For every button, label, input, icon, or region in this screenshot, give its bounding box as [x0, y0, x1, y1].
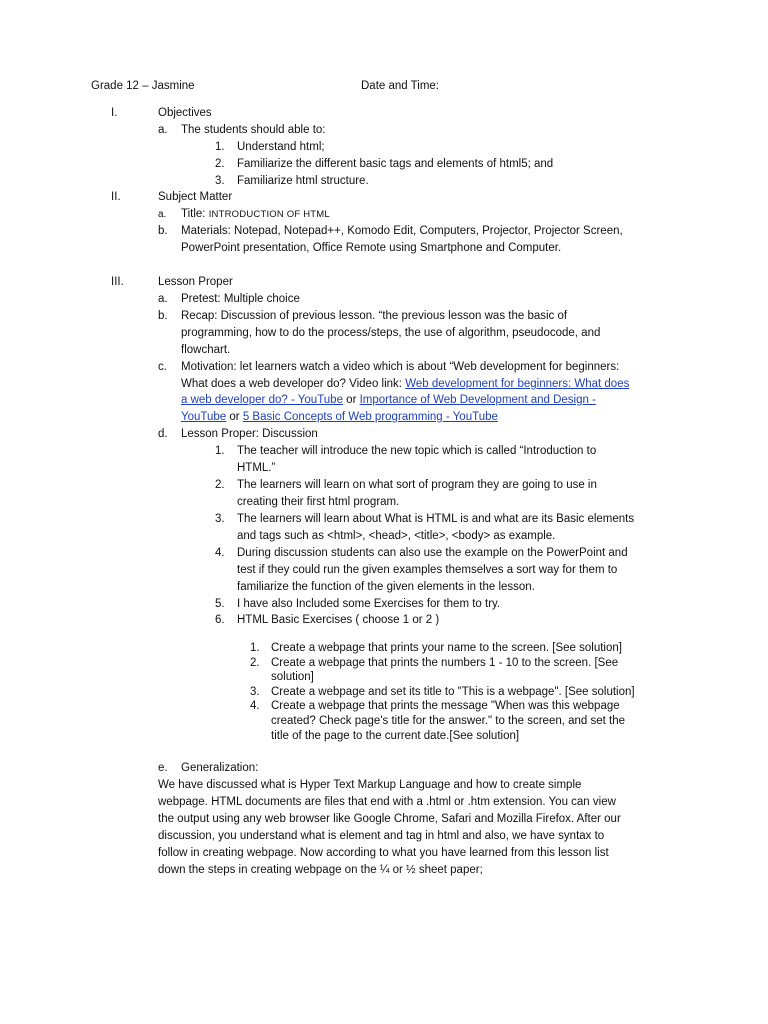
list-number: 2.	[215, 479, 225, 491]
list-number: 4.	[250, 700, 260, 712]
materials-line-2: PowerPoint presentation, Office Remote using Smartphone and Computer.	[181, 242, 562, 254]
list-number: 2.	[215, 158, 225, 170]
generalization-line: discussion, you understand what is element and tag in html and also, we have syntax to	[158, 830, 605, 842]
exercise-text: solution]	[271, 671, 314, 683]
materials-line-1: Materials: Notepad, Notepad++, Komodo Edit, Computers, Projector, Projector Screen,	[181, 225, 623, 237]
motivation-line-4	[181, 409, 498, 426]
list-letter: b.	[158, 310, 168, 322]
discussion-item-text: The teacher will introduce the new topic which is called “Introduction to	[237, 445, 597, 457]
video-link-3[interactable]: 5 Basic Concepts of Web programming - YouTube	[242, 411, 498, 423]
recap-line-2: programming, how to do the process/steps, the use of algorithm, pseudocode, and	[181, 327, 601, 339]
discussion-item-text: HTML.”	[237, 462, 276, 474]
discussion-item-text: and tags such as <html>, <head>, <title>, <body> as example.	[237, 530, 556, 542]
objective-item: Understand html;	[237, 141, 325, 153]
discussion-item-text: HTML Basic Exercises ( choose 1 or 2 )	[237, 614, 440, 626]
list-number: 6.	[215, 614, 225, 626]
motivation-line-1: Motivation: let learners watch a video which is about “Web development for beginners:	[181, 361, 620, 373]
pretest-text: Pretest: Multiple choice	[181, 293, 300, 305]
list-letter: a.	[158, 124, 168, 136]
objectives-intro: The students should able to:	[181, 124, 326, 136]
list-letter: a.	[158, 209, 167, 220]
subject-title-line	[181, 206, 330, 223]
generalization-line: webpage. HTML documents are files that end with a .html or .htm extension. You can view	[158, 796, 616, 808]
discussion-item-text: The learners will learn on what sort of program they are going to use in	[237, 479, 597, 491]
generalization-line: We have discussed what is Hyper Text Markup Language and how to create simple	[158, 779, 582, 791]
list-number: 1.	[250, 642, 260, 654]
discussion-item-text: creating their first html program.	[237, 496, 400, 508]
list-letter: a.	[158, 293, 168, 305]
section-numeral-3: III.	[111, 276, 124, 288]
recap-line-1: Recap: Discussion of previous lesson. “the previous lesson was the basic of	[181, 310, 568, 322]
section-heading-objectives: Objectives	[158, 107, 212, 119]
motivation-line-2	[181, 376, 629, 393]
exercise-text: Create a webpage that prints the message "When was this webpage	[271, 700, 620, 712]
subject-title-value: INTRODUCTION OF HTML	[208, 209, 330, 220]
generalization-line: follow in creating webpage. Now according to what you have learned from this lesson list	[158, 847, 609, 859]
exercise-text: Create a webpage that prints the numbers 1 - 10 to the screen. [See	[271, 657, 619, 669]
discussion-item-text: I have also Included some Exercises for them to try.	[237, 598, 501, 610]
list-letter: d.	[158, 428, 168, 440]
list-letter: c.	[158, 361, 167, 373]
list-number: 4.	[215, 547, 225, 559]
discussion-item-text: The learners will learn about What is HTML is and what are its Basic elements	[237, 513, 635, 525]
discussion-item-text: test if they could run the given examples themselves a sort way for them to	[237, 564, 618, 576]
generalization-line: the output using any web browser like Google Chrome, Safari and Mozilla Firefox. After our	[158, 813, 621, 825]
exercise-text: Create a webpage and set its title to "This is a webpage". [See solution]	[271, 686, 635, 698]
list-number: 3.	[215, 175, 225, 187]
exercise-text: Create a webpage that prints your name to the screen. [See solution]	[271, 642, 622, 654]
discussion-item-text: During discussion students can also use the example on the PowerPoint and	[237, 547, 628, 559]
grade-label: Grade 12 – Jasmine	[91, 80, 195, 92]
generalization-line: down the steps in creating webpage on the ¼ or ½ sheet paper;	[158, 864, 483, 876]
list-number: 1.	[215, 445, 225, 457]
video-link-2-continued[interactable]: YouTube	[181, 411, 227, 423]
objective-item: Familiarize html structure.	[237, 175, 369, 187]
exercise-text: created? Check page's title for the answer." to the screen, and set the	[271, 715, 626, 727]
recap-line-3: flowchart.	[181, 344, 231, 356]
objective-item: Familiarize the different basic tags and elements of html5; and	[237, 158, 554, 170]
discussion-item-text: familiarize the function of the given elements in the lesson.	[237, 581, 535, 593]
exercise-text: title of the page to the current date.[See solution]	[271, 730, 520, 742]
section-heading-lesson-proper: Lesson Proper	[158, 276, 233, 288]
list-letter: b.	[158, 225, 168, 237]
subject-title-label: Title:	[181, 208, 209, 220]
list-letter: e.	[158, 762, 168, 774]
list-number: 1.	[215, 141, 225, 153]
video-link-2[interactable]: Importance of Web Development and Design -	[359, 394, 596, 406]
or-text: or	[226, 411, 243, 423]
list-number: 2.	[250, 657, 260, 669]
section-numeral-1: I.	[111, 107, 118, 119]
list-number: 3.	[250, 686, 260, 698]
date-time-label: Date and Time:	[361, 80, 439, 92]
video-link-1[interactable]: Web development for beginners: What does	[405, 378, 630, 390]
section-numeral-2: II.	[111, 191, 121, 203]
discussion-heading: Lesson Proper: Discussion	[181, 428, 318, 440]
list-number: 3.	[215, 513, 225, 525]
motivation-text: What does a web developer do? Video link:	[181, 378, 406, 390]
generalization-heading: Generalization:	[181, 762, 259, 774]
motivation-line-3	[181, 392, 596, 409]
or-text: or	[342, 394, 360, 406]
list-number: 5.	[215, 598, 225, 610]
video-link-1-continued[interactable]: a web developer do? - YouTube	[181, 394, 343, 406]
section-heading-subject-matter: Subject Matter	[158, 191, 233, 203]
